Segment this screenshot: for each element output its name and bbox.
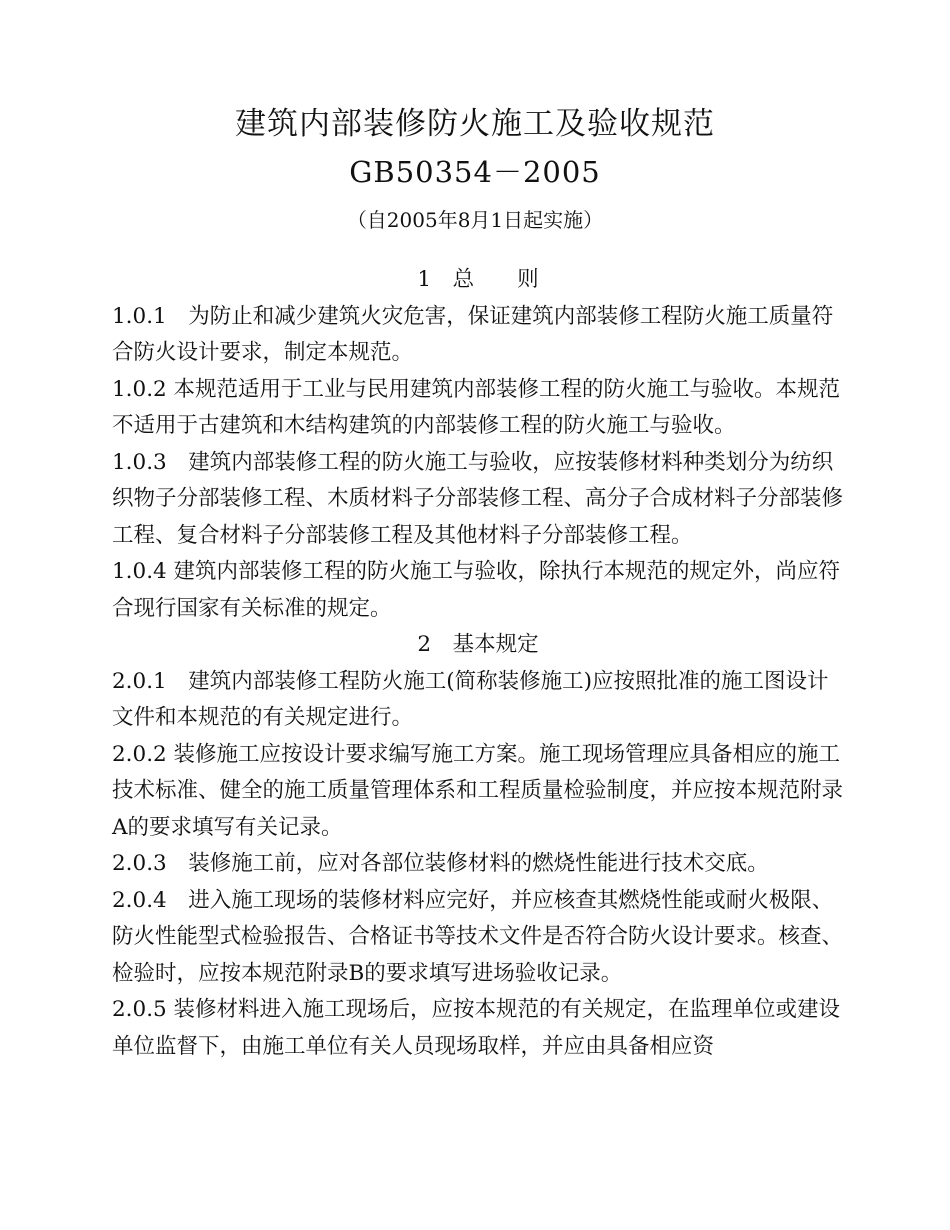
- document-title: 建筑内部装修防火施工及验收规范: [235, 106, 715, 142]
- clause-2-0-5: 2.0.5 装修材料进入施工现场后，应按本规范的有关规定，在监理单位或建设单位监督下，由施工单位有关人员现场取样，并应由具备相应资: [112, 997, 841, 1059]
- clause-2-0-3: 2.0.3 装修施工前，应对各部位装修材料的燃烧性能进行技术交底。: [112, 851, 769, 876]
- clause-1-0-3: 1.0.3 建筑内部装修工程的防火施工与验收，应按装修材料种类划分为纺织织物子分部装修工程、木质材料子分部装修工程、高分子合成材料子分部装修工程、复合材料子分部装修工程及其他材料子分部装修工程。: [112, 449, 844, 548]
- document-body: [112, 262, 844, 1065]
- clause-2-0-4: 2.0.4 进入施工现场的装修材料应完好，并应核查其燃烧性能或耐火极限、防火性能型式检验报告、合格证书等技术文件是否符合防火设计要求。核查、检验时，应按本规范附录B的要求填写进场验收记录。: [112, 887, 844, 986]
- clause-1-0-2: 1.0.2 本规范适用于工业与民用建筑内部装修工程的防火施工与验收。本规范不适用于古建筑和木结构建筑的内部装修工程的防火施工与验收。: [112, 376, 841, 438]
- clause-2-0-2: 2.0.2 装修施工应按设计要求编写施工方案。施工现场管理应具备相应的施工技术标准、健全的施工质量管理体系和工程质量检验制度，并应按本规范附录A的要求填写有关记录。: [112, 741, 844, 840]
- clause-2-0-1: 2.0.1 建筑内部装修工程防火施工(简称装修施工)应按照批准的施工图设计文件和本规范的有关规定进行。: [112, 668, 829, 730]
- standard-code: GB50354－2005: [349, 155, 601, 189]
- effective-date: （自2005年8月1日起实施）: [346, 208, 604, 232]
- clause-1-0-4: 1.0.4 建筑内部装修工程的防火施工与验收，除执行本规范的规定外，尚应符合现行国家有关标准的规定。: [112, 559, 841, 621]
- clause-1-0-1: 1.0.1 为防止和减少建筑火灾危害，保证建筑内部装修工程防火施工质量符合防火设计要求，制定本规范。: [112, 303, 834, 365]
- section-heading: 1 总 则: [417, 267, 539, 292]
- section-heading: 2 基本规定: [417, 632, 539, 657]
